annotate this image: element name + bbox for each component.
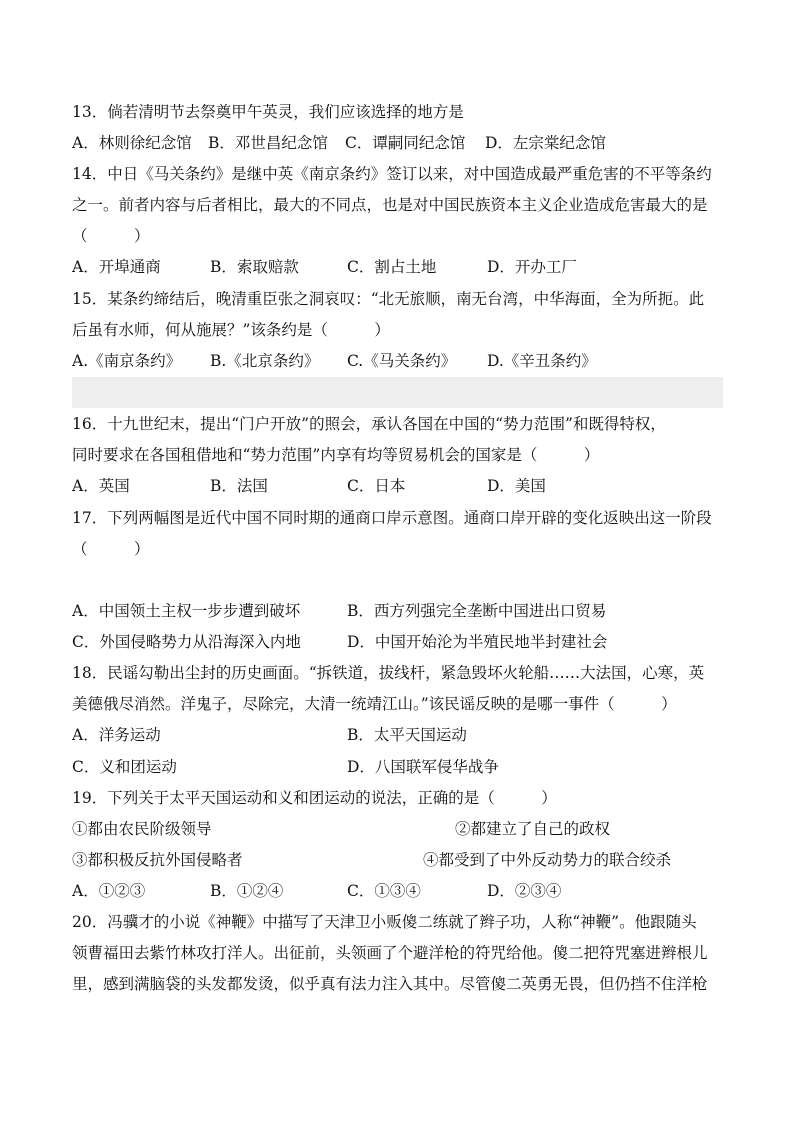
q17-option-b: B．西方列强完全垄断中国进出口贸易	[347, 602, 607, 620]
q18-option-b: B．太平天国运动	[347, 726, 467, 744]
q15-option-b: B.《北京条约》	[210, 352, 320, 370]
q15-stem-line-1: 15．某条约缔结后，晚清重臣张之洞哀叹：“北无旅顺，南无台湾，中华海面，全为所扼。此	[72, 290, 705, 308]
q16-option-a: A．英国	[72, 477, 130, 495]
q14-option-b: B．索取赔款	[210, 258, 299, 276]
q16-option-c: C．日本	[347, 477, 406, 495]
q17-option-c: C．外国侵略势力从沿海深入内地	[72, 633, 301, 651]
q15-option-a: A.《南京条约》	[72, 352, 182, 370]
q18-option-d: D．八国联军侵华战争	[347, 758, 499, 776]
q14-stem-line-3: （ ）	[72, 227, 150, 245]
q19-statement-1: ①都由农民阶级领导	[72, 820, 212, 838]
q13-option-c: C．谭嗣同纪念馆	[345, 134, 466, 152]
q16-option-b: B．法国	[210, 477, 268, 495]
q17-option-a: A．中国领土主权一步步遭到破坏	[72, 602, 301, 620]
q14-stem-line-1: 14．中日《马关条约》是继中英《南京条约》签订以来，对中国造成最严重危害的不平等条约	[72, 165, 712, 183]
q19-option-a: A．①②③	[72, 882, 146, 900]
q18-stem-line-1: 18．民谣勾勒出尘封的历史画面。“拆铁道，拔线杆，紧急毁坏火轮船……大法国，心寒，英	[72, 664, 705, 682]
q18-option-c: C．义和团运动	[72, 758, 177, 776]
q19-statement-2: ②都建立了自己的政权	[455, 820, 611, 838]
q19-option-d: D．②③④	[487, 882, 562, 900]
q20-stem-line-2: 领曹福田去紫竹林攻打洋人。出征前，头领画了个避洋枪的符咒给他。傻二把符咒塞进辫根儿	[72, 944, 708, 962]
q15-stem-line-2: 后虽有水师，何从施展？”该条约是（ ）	[72, 321, 390, 339]
q19-option-b: B．①②④	[210, 882, 284, 900]
q16-stem-line-2: 同时要求在各国租借地和“势力范围”内享有均等贸易机会的国家是（ ）	[72, 446, 600, 464]
q20-stem-line-3: 里，感到满脑袋的头发都发烫，似乎真有法力注入其中。尽管傻二英勇无畏，但仍挡不住洋枪	[72, 975, 708, 993]
q14-option-a: A．开埠通商	[72, 258, 161, 276]
q15-option-c: C.《马关条约》	[347, 352, 457, 370]
q13-stem: 13．倘若清明节去祭奠甲午英灵，我们应该选择的地方是	[72, 103, 464, 121]
q13-option-a: A．林则徐纪念馆	[72, 134, 192, 152]
q16-stem-line-1: 16．十九世纪末，提出“门户开放”的照会，承认各国在中国的“势力范围”和既得特权，	[72, 415, 666, 433]
q20-stem-line-1: 20．冯骥才的小说《神鞭》中描写了天津卫小贩傻二练就了辫子功，人称“神鞭”。他跟随头	[72, 913, 697, 931]
q14-stem-line-2: 之一。前者内容与后者相比，最大的不同点，也是对中国民族资本主义企业造成危害最大的是	[72, 196, 708, 214]
q17-stem-line-2: （ ）	[72, 540, 150, 558]
q16-option-d: D．美国	[487, 477, 546, 495]
q17-stem-line-1: 17．下列两幅图是近代中国不同时期的通商口岸示意图。通商口岸开辟的变化返映出这一阶段	[72, 509, 712, 527]
q19-stem: 19．下列关于太平天国运动和义和团运动的说法，正确的是（ ）	[72, 789, 557, 807]
q13-option-d: D．左宗棠纪念馆	[485, 134, 606, 152]
q15-option-d: D.《辛丑条约》	[487, 352, 597, 370]
q19-statement-3: ③都积极反抗外国侵略者	[72, 851, 243, 869]
q18-stem-line-2: 美德俄尽消然。洋鬼子，尽除完，大清一统靖江山。”该民谣反映的是哪一事件（ ）	[72, 695, 677, 713]
q14-option-d: D．开办工厂	[487, 258, 577, 276]
section-divider-band	[72, 377, 723, 408]
q19-option-c: C．①③④	[347, 882, 421, 900]
q17-option-d: D．中国开始沦为半殖民地半封建社会	[347, 633, 608, 651]
q14-option-c: C．割占土地	[347, 258, 437, 276]
q13-option-b: B．邓世昌纪念馆	[208, 134, 328, 152]
q19-statement-4: ④都受到了中外反动势力的联合绞杀	[423, 851, 672, 869]
q18-option-a: A．洋务运动	[72, 726, 161, 744]
